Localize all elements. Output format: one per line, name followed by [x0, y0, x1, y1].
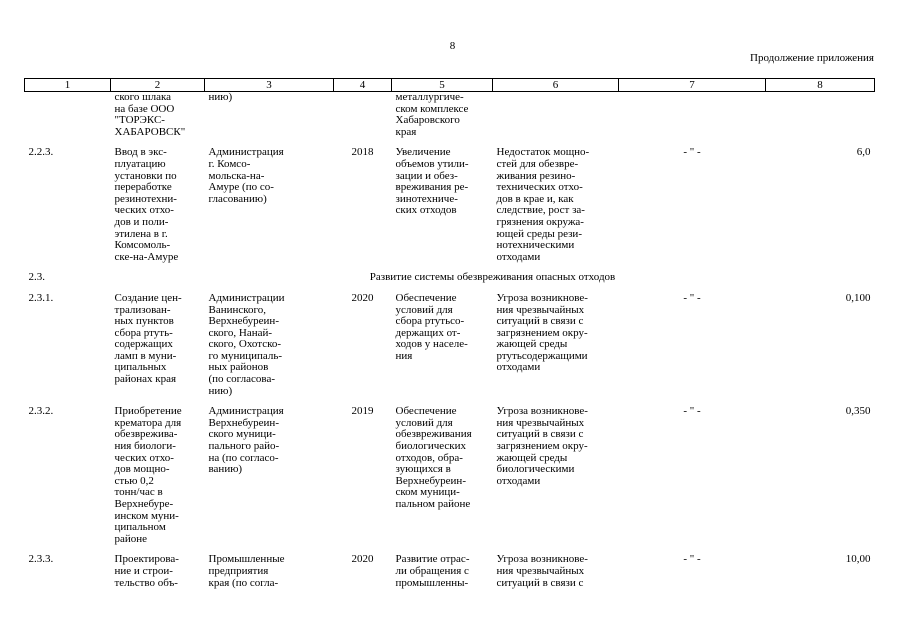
column-header-7: 7	[619, 79, 766, 92]
funding-amount: 0,100	[845, 292, 871, 304]
responsible-executor: - " -	[683, 406, 701, 418]
funding-amount	[766, 92, 875, 139]
measure-name: ского шлака на базе ООО "ТОРЭКС- ХАБАРОВСК"	[114, 91, 186, 138]
measures-table	[24, 78, 875, 589]
expected-result: Обеспечение условий для сбора ртутьсо- держащих от- ходов у населе- ния	[395, 292, 468, 362]
measure-name: Приобретение крематора для обезврежива- ния биологи- ческих отхо- дов мощно- стью 0,2 тонн/час в Верхнебуре- инском муни- ципальном районе	[114, 406, 182, 545]
measure-name: Проектирова- ние и строи- тельство объ-	[114, 554, 179, 589]
non-fulfillment-consequence: Угроза возникнове- ния чрезвычайных ситуаций в связи с загрязнением окру- жающей среды биологическими отходами	[496, 406, 588, 487]
executor: Администрации Ванинского, Верхнебуреин- ского, Нанай- ского, Охотско- го муниципаль- ных районов (по согласова- нию)	[208, 292, 285, 397]
measure-name: Ввод в экс- плуатацию установки по переработке резинотехни- ческих отхо- дов и поли- этилена в г. Комсомоль- ске-на-Амуре	[114, 147, 179, 263]
funding-amount: 0,350	[845, 406, 871, 418]
column-header-6: 6	[493, 79, 619, 92]
row-spacer	[25, 397, 875, 406]
column-header-5: 5	[392, 79, 493, 92]
table-row	[25, 92, 875, 139]
column-header-4: 4	[334, 79, 392, 92]
column-number-row	[25, 79, 875, 92]
column-header-2: 2	[111, 79, 205, 92]
deadline-year: 2020	[351, 292, 374, 304]
row-spacer	[25, 545, 875, 554]
column-header-1: 1	[25, 79, 111, 92]
table-row	[25, 406, 875, 545]
deadline-year: 2019	[351, 406, 374, 418]
executor: Администрация Верхнебуреин- ского муници- пального райо- на (по согласо- ванию)	[208, 406, 284, 476]
responsible-executor	[619, 92, 766, 139]
item-number: 2.3.2.	[28, 406, 54, 418]
row-spacer	[25, 138, 875, 147]
column-header-8: 8	[766, 79, 875, 92]
deadline-year: 2018	[351, 147, 374, 159]
expected-result: Увеличение объемов утили- зации и обез- вреживания ре- зинотехниче- ских отходов	[395, 147, 469, 217]
responsible-executor: - " -	[683, 147, 701, 159]
row-spacer-cell	[25, 545, 875, 554]
table-row	[25, 293, 875, 397]
deadline-year: 2020	[351, 554, 374, 566]
measure-name: Создание цен- трализован- ных пунктов сбора ртуть- содержащих ламп в муни- ципальных районах края	[114, 292, 182, 386]
column-header-3: 3	[205, 79, 334, 92]
non-fulfillment-consequence: Угроза возникнове- ния чрезвычайных ситуаций в связи с	[496, 554, 588, 589]
row-spacer-cell	[25, 138, 875, 147]
funding-amount: 6,0	[856, 147, 871, 159]
row-spacer-cell	[25, 284, 875, 293]
deadline-year	[334, 92, 392, 139]
expected-result: металлургиче- ском комплексе Хабаровского края	[395, 91, 469, 138]
row-spacer	[25, 284, 875, 293]
section-row	[25, 272, 875, 284]
executor: нию)	[208, 91, 233, 103]
executor: Промышленные предприятия края (по согла-	[208, 554, 285, 589]
continuation-label: Продолжение приложения	[750, 52, 874, 64]
expected-result: Развитие отрас- ли обращения с промышленны-	[395, 554, 470, 589]
item-number	[25, 92, 111, 139]
item-number: 2.3.1.	[28, 292, 54, 304]
table-row	[25, 147, 875, 263]
non-fulfillment-consequence	[493, 92, 619, 139]
responsible-executor: - " -	[683, 292, 701, 304]
responsible-executor: - " -	[683, 554, 701, 566]
row-spacer-cell	[25, 263, 875, 272]
expected-result: Обеспечение условий для обезвреживания биологических отходов, обра- зующихся в Верхнебуреин- ском муници- пальном районе	[395, 406, 472, 510]
row-spacer	[25, 263, 875, 272]
funding-amount: 10,00	[845, 554, 871, 566]
page-number: 8	[449, 40, 456, 52]
row-spacer-cell	[25, 397, 875, 406]
item-number: 2.2.3.	[28, 147, 54, 159]
non-fulfillment-consequence: Недостаток мощно- стей для обезвре- живания резино- технических отхо- дов в крае и, как следствие, рост за- грязнения окружа- ющей среды рези- нотехническими отходами	[496, 147, 590, 263]
section-title: Развитие системы обезвреживания опасных отходов	[369, 272, 616, 284]
non-fulfillment-consequence: Угроза возникнове- ния чрезвычайных ситуаций в связи с загрязнением окру- жающей среды ртутьсодержащими отходами	[496, 292, 588, 374]
item-number: 2.3.3.	[28, 554, 54, 566]
executor: Администрация г. Комсо- мольска-на- Амуре (по со- гласованию)	[208, 147, 284, 205]
section-number: 2.3.	[28, 272, 45, 284]
table-body	[25, 92, 875, 590]
table-row	[25, 554, 875, 589]
